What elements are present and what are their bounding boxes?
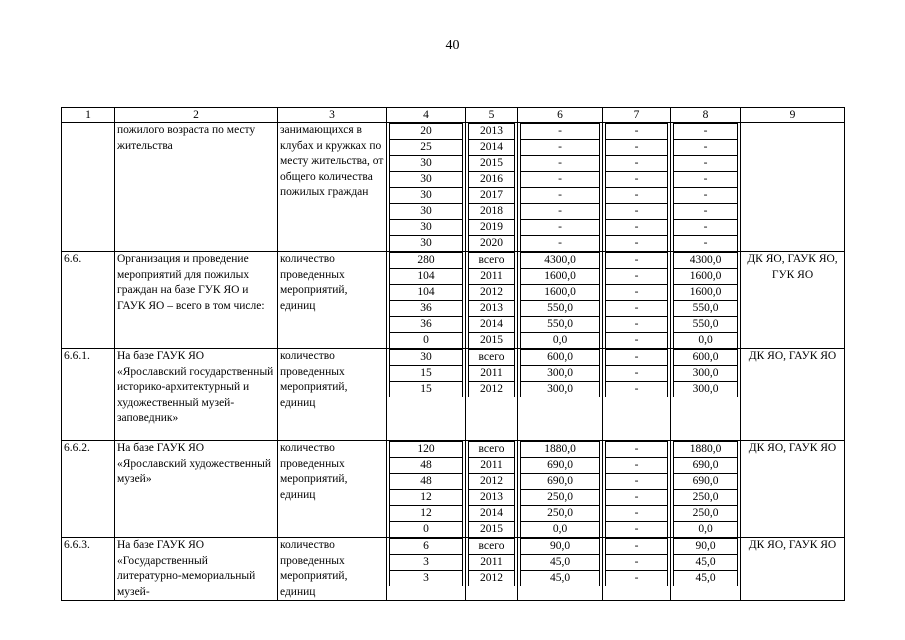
regional-amount: 550,0 — [674, 317, 738, 333]
target-value-column — [387, 123, 466, 252]
item-name: Организация и проведение мероприятий для пожилых граждан на базе ГУК ЯО и ГАУК ЯО – всего в том числе: — [115, 252, 278, 349]
regional-amount: 0,0 — [674, 333, 738, 349]
target-value: 25 — [390, 140, 463, 156]
total-amount: 0,0 — [521, 522, 600, 538]
year: всего — [469, 253, 515, 269]
total-amount: - — [521, 140, 600, 156]
total-amount: 300,0 — [521, 382, 600, 398]
federal-amount: - — [606, 172, 668, 188]
total-amount-list — [520, 123, 600, 251]
item-name: пожилого возраста по месту жительства — [115, 123, 278, 252]
year: 2013 — [469, 124, 515, 140]
federal-amount: - — [606, 285, 668, 301]
year-column — [466, 123, 518, 252]
target-value: 36 — [390, 301, 463, 317]
regional-amount: 45,0 — [674, 571, 738, 587]
regional-amount-column — [671, 441, 741, 538]
year-list — [468, 123, 515, 251]
year: 2012 — [469, 382, 515, 398]
target-value: 48 — [390, 474, 463, 490]
total-amount-list — [520, 349, 600, 397]
regional-amount: 4300,0 — [674, 253, 738, 269]
column-header: 2 — [115, 108, 278, 123]
indicator-text: количество проведенных мероприятий, единиц — [278, 252, 387, 349]
target-value-column — [387, 349, 466, 441]
regional-amount: 0,0 — [674, 522, 738, 538]
total-amount-list — [520, 441, 600, 537]
total-amount-column — [518, 349, 603, 441]
item-number — [62, 123, 115, 252]
federal-amount: - — [606, 490, 668, 506]
federal-amount: - — [606, 236, 668, 252]
regional-amount: 1600,0 — [674, 285, 738, 301]
executor: ДК ЯО, ГАУК ЯО — [741, 441, 845, 538]
total-amount: 250,0 — [521, 506, 600, 522]
federal-amount-column — [603, 123, 671, 252]
total-amount: 690,0 — [521, 458, 600, 474]
federal-amount: - — [606, 333, 668, 349]
total-amount: 1600,0 — [521, 285, 600, 301]
regional-amount: - — [674, 220, 738, 236]
item-name: На базе ГАУК ЯО «Ярославский художественный музей» — [115, 441, 278, 538]
target-value: 280 — [390, 253, 463, 269]
item-name: На базе ГАУК ЯО «Государственный литературно-мемориальный музей- — [115, 538, 278, 601]
regional-amount: 690,0 — [674, 474, 738, 490]
total-amount-column — [518, 538, 603, 601]
indicator-text: количество проведенных мероприятий, единиц — [278, 441, 387, 538]
federal-amount: - — [606, 474, 668, 490]
table-row — [62, 441, 845, 538]
year: всего — [469, 442, 515, 458]
target-value: 30 — [390, 172, 463, 188]
federal-amount-column — [603, 538, 671, 601]
federal-amount: - — [606, 317, 668, 333]
target-value: 120 — [390, 442, 463, 458]
total-amount: - — [521, 204, 600, 220]
federal-amount: - — [606, 366, 668, 382]
regional-amount: 550,0 — [674, 301, 738, 317]
year: 2014 — [469, 317, 515, 333]
target-value-list — [389, 123, 463, 251]
total-amount: - — [521, 124, 600, 140]
year-list — [468, 441, 515, 537]
target-value: 6 — [390, 539, 463, 555]
total-amount: - — [521, 188, 600, 204]
year-column — [466, 252, 518, 349]
total-amount-column — [518, 252, 603, 349]
table-row — [62, 538, 845, 601]
executor: ДК ЯО, ГАУК ЯО — [741, 349, 845, 441]
target-value-list — [389, 441, 463, 537]
target-value-list — [389, 252, 463, 348]
regional-amount: - — [674, 204, 738, 220]
total-amount: 600,0 — [521, 350, 600, 366]
federal-amount: - — [606, 301, 668, 317]
total-amount: - — [521, 172, 600, 188]
regional-amount-column — [671, 252, 741, 349]
target-value: 0 — [390, 333, 463, 349]
item-name: На базе ГАУК ЯО «Ярославский государственный историко-архитектурный и художественный музей-заповедник» — [115, 349, 278, 441]
regional-amount: 300,0 — [674, 366, 738, 382]
target-value-column — [387, 252, 466, 349]
year: 2015 — [469, 522, 515, 538]
total-amount: 1880,0 — [521, 442, 600, 458]
federal-amount: - — [606, 382, 668, 398]
federal-amount: - — [606, 350, 668, 366]
total-amount-list — [520, 538, 600, 586]
federal-amount: - — [606, 253, 668, 269]
column-header: 1 — [62, 108, 115, 123]
total-amount: 550,0 — [521, 301, 600, 317]
column-header: 4 — [387, 108, 466, 123]
regional-amount-list — [673, 441, 738, 537]
federal-amount: - — [606, 571, 668, 587]
total-amount: 45,0 — [521, 571, 600, 587]
year-list — [468, 252, 515, 348]
federal-amount-column — [603, 441, 671, 538]
column-header: 9 — [741, 108, 845, 123]
target-value: 20 — [390, 124, 463, 140]
regional-amount: - — [674, 188, 738, 204]
executor: ДК ЯО, ГАУК ЯО — [741, 538, 845, 601]
item-number: 6.6.3. — [62, 538, 115, 601]
federal-amount: - — [606, 506, 668, 522]
regional-amount: 300,0 — [674, 382, 738, 398]
regional-amount-list — [673, 123, 738, 251]
federal-amount-list — [605, 123, 668, 251]
regional-amount: - — [674, 236, 738, 252]
year: 2020 — [469, 236, 515, 252]
year-list — [468, 349, 515, 397]
year: 2019 — [469, 220, 515, 236]
regional-amount-column — [671, 349, 741, 441]
federal-amount-list — [605, 252, 668, 348]
total-amount-column — [518, 441, 603, 538]
target-value-list — [389, 349, 463, 397]
regional-amount: - — [674, 156, 738, 172]
target-value: 36 — [390, 317, 463, 333]
federal-amount: - — [606, 458, 668, 474]
total-amount: 90,0 — [521, 539, 600, 555]
regional-amount: - — [674, 172, 738, 188]
regional-amount: 250,0 — [674, 506, 738, 522]
federal-amount: - — [606, 156, 668, 172]
year: 2016 — [469, 172, 515, 188]
item-number: 6.6.2. — [62, 441, 115, 538]
target-value-column — [387, 441, 466, 538]
total-amount: - — [521, 236, 600, 252]
year: 2015 — [469, 333, 515, 349]
year: 2015 — [469, 156, 515, 172]
target-value: 30 — [390, 236, 463, 252]
target-value: 48 — [390, 458, 463, 474]
target-value: 104 — [390, 269, 463, 285]
year: 2011 — [469, 269, 515, 285]
federal-amount: - — [606, 442, 668, 458]
executor — [741, 123, 845, 252]
column-header: 3 — [278, 108, 387, 123]
year: всего — [469, 350, 515, 366]
total-amount-list — [520, 252, 600, 348]
federal-amount: - — [606, 188, 668, 204]
indicator-text: занимающихся в клубах и кружках по месту жительства, от общего количества пожилых граждан — [278, 123, 387, 252]
year: 2014 — [469, 140, 515, 156]
target-value-list — [389, 538, 463, 586]
federal-amount: - — [606, 140, 668, 156]
target-value: 30 — [390, 220, 463, 236]
year: 2011 — [469, 555, 515, 571]
year-column — [466, 441, 518, 538]
federal-amount: - — [606, 124, 668, 140]
table-row — [62, 252, 845, 349]
target-value: 3 — [390, 571, 463, 587]
column-header: 7 — [603, 108, 671, 123]
target-value: 30 — [390, 204, 463, 220]
total-amount: - — [521, 156, 600, 172]
year: 2014 — [469, 506, 515, 522]
federal-amount-list — [605, 538, 668, 586]
federal-amount: - — [606, 220, 668, 236]
year: 2013 — [469, 301, 515, 317]
year: 2018 — [469, 204, 515, 220]
target-value: 30 — [390, 350, 463, 366]
federal-amount-list — [605, 441, 668, 537]
federal-amount: - — [606, 269, 668, 285]
total-amount: 550,0 — [521, 317, 600, 333]
federal-amount-column — [603, 349, 671, 441]
federal-amount: - — [606, 522, 668, 538]
regional-amount: - — [674, 140, 738, 156]
year: 2017 — [469, 188, 515, 204]
regional-amount-column — [671, 123, 741, 252]
indicator-text: количество проведенных мероприятий, единиц — [278, 538, 387, 601]
year: 2011 — [469, 458, 515, 474]
year: 2012 — [469, 474, 515, 490]
indicator-text: количество проведенных мероприятий, единиц — [278, 349, 387, 441]
total-amount: 1600,0 — [521, 269, 600, 285]
regional-amount: 690,0 — [674, 458, 738, 474]
regional-amount: 45,0 — [674, 555, 738, 571]
column-header: 6 — [518, 108, 603, 123]
total-amount: 690,0 — [521, 474, 600, 490]
target-value: 104 — [390, 285, 463, 301]
item-number: 6.6.1. — [62, 349, 115, 441]
year-column — [466, 538, 518, 601]
column-header: 5 — [466, 108, 518, 123]
target-value-column — [387, 538, 466, 601]
regional-amount: 250,0 — [674, 490, 738, 506]
federal-amount: - — [606, 539, 668, 555]
federal-amount-column — [603, 252, 671, 349]
target-value: 3 — [390, 555, 463, 571]
regional-amount-list — [673, 538, 738, 586]
year: 2013 — [469, 490, 515, 506]
regional-amount: 1600,0 — [674, 269, 738, 285]
page-number: 40 — [445, 38, 460, 53]
regional-amount-column — [671, 538, 741, 601]
regional-amount: 90,0 — [674, 539, 738, 555]
target-value: 12 — [390, 490, 463, 506]
regional-amount: - — [674, 124, 738, 140]
regional-amount-list — [673, 349, 738, 397]
federal-amount: - — [606, 204, 668, 220]
table-row — [62, 123, 845, 252]
target-value: 15 — [390, 366, 463, 382]
federal-amount-list — [605, 349, 668, 397]
year-list — [468, 538, 515, 586]
year: 2012 — [469, 285, 515, 301]
total-amount: - — [521, 220, 600, 236]
year: 2011 — [469, 366, 515, 382]
total-amount: 250,0 — [521, 490, 600, 506]
target-value: 0 — [390, 522, 463, 538]
header-row — [62, 108, 845, 123]
executor: ДК ЯО, ГАУК ЯО, ГУК ЯО — [741, 252, 845, 349]
program-table — [61, 107, 845, 601]
total-amount: 0,0 — [521, 333, 600, 349]
regional-amount-list — [673, 252, 738, 348]
table-row — [62, 349, 845, 441]
target-value: 30 — [390, 188, 463, 204]
federal-amount: - — [606, 555, 668, 571]
item-number: 6.6. — [62, 252, 115, 349]
regional-amount: 600,0 — [674, 350, 738, 366]
target-value: 12 — [390, 506, 463, 522]
column-header: 8 — [671, 108, 741, 123]
year: всего — [469, 539, 515, 555]
total-amount: 4300,0 — [521, 253, 600, 269]
total-amount-column — [518, 123, 603, 252]
target-value: 30 — [390, 156, 463, 172]
total-amount: 300,0 — [521, 366, 600, 382]
year: 2012 — [469, 571, 515, 587]
total-amount: 45,0 — [521, 555, 600, 571]
regional-amount: 1880,0 — [674, 442, 738, 458]
year-column — [466, 349, 518, 441]
target-value: 15 — [390, 382, 463, 398]
